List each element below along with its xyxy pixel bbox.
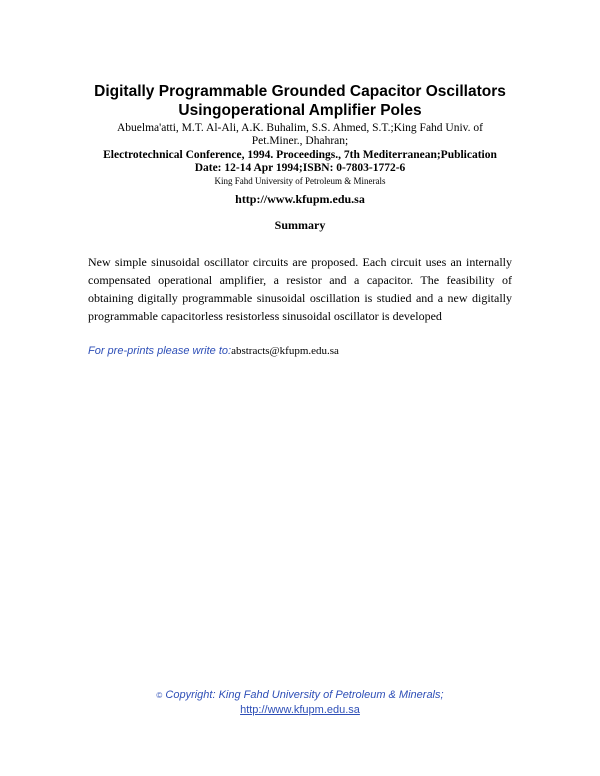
affiliation: King Fahd University of Petroleum & Minerals (214, 176, 386, 186)
title-line-1: Digitally Programmable Grounded Capacitor Oscillators (94, 83, 506, 100)
conference-line-2: Date: 12-14 Apr 1994;ISBN: 0-7803-1772-6 (194, 162, 406, 174)
copyright-text: Copyright: King Fahd University of Petroleum & Minerals; (165, 689, 444, 701)
authors-line-2: Pet.Miner., Dhahran; (251, 135, 349, 147)
footer-link[interactable]: http://www.kfupm.edu.sa (240, 704, 360, 716)
footer (100, 688, 500, 718)
preprint-label: For pre-prints please write to: (88, 345, 232, 357)
conference-info (60, 149, 540, 175)
copyright-line (100, 688, 500, 703)
authors (60, 122, 540, 148)
title-line-2: Usingoperational Amplifier Poles (178, 102, 422, 119)
preprint-email[interactable]: abstracts@kfupm.edu.sa (231, 345, 339, 357)
preprint-notice (88, 345, 339, 357)
website-url[interactable]: http://www.kfupm.edu.sa (235, 192, 365, 206)
copyright-icon: © (156, 691, 163, 700)
abstract-text: New simple sinusoidal oscillator circuits are proposed. Each circuit uses an internally compensated operational amplifier, a resistor and a capacitor. The feasibility of obtaining digitally programmable sinusoidal oscillation is studied and a new digitally programmable capacitorless resistorless sinusoidal oscillator is developed (88, 255, 512, 323)
conference-line-1: Electrotechnical Conference, 1994. Proceedings., 7th Mediterranean;Publication (103, 149, 497, 161)
summary-heading: Summary (274, 218, 326, 232)
paper-title (40, 82, 560, 120)
authors-line-1: Abuelma'atti, M.T. Al-Ali, A.K. Buhalim, S.S. Ahmed, S.T.;King Fahd Univ. of (116, 122, 484, 134)
